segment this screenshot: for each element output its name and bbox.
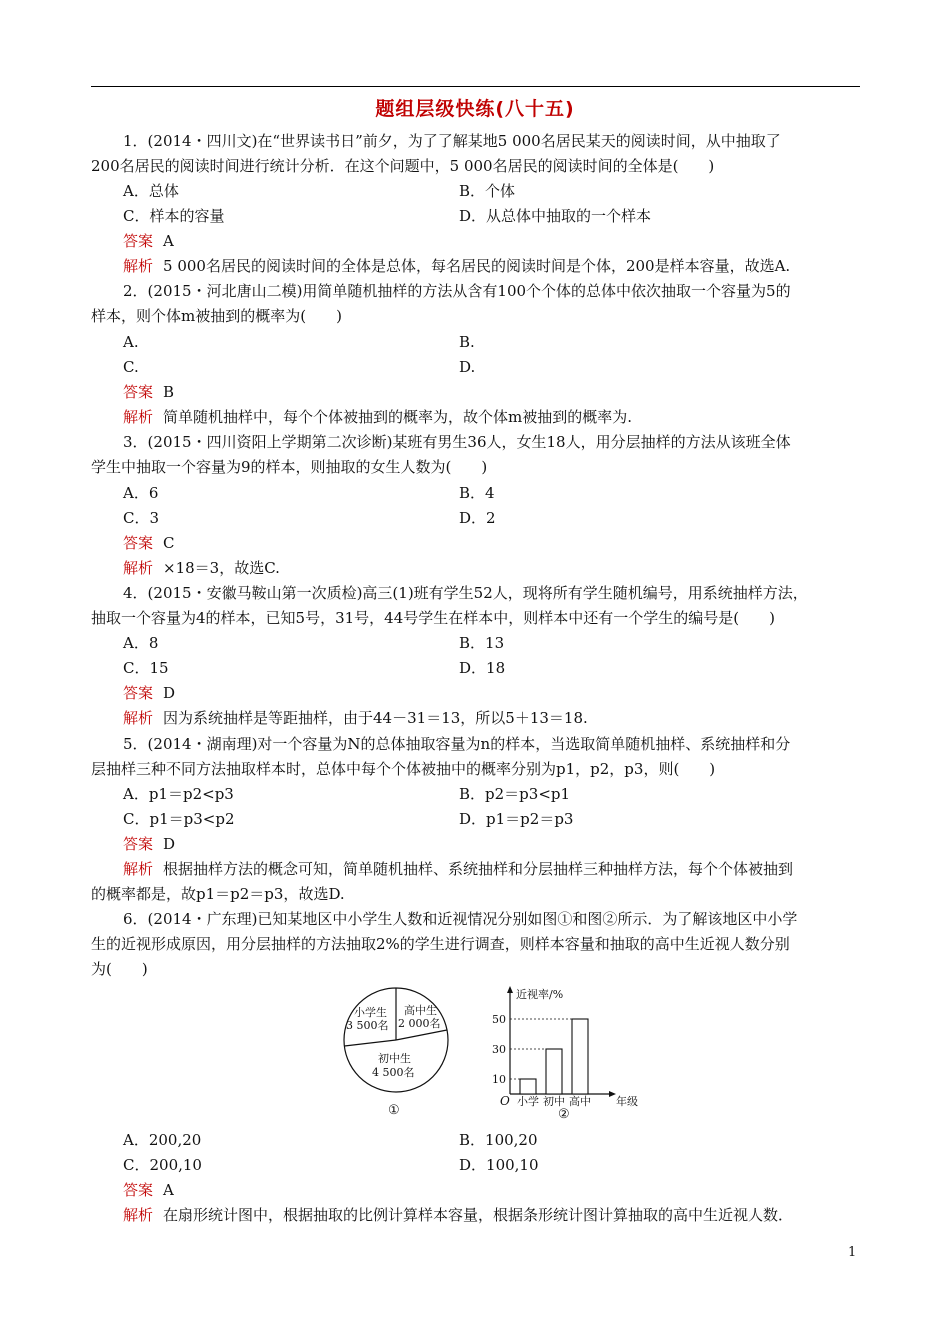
q1-option-b: B．个体 [459, 182, 516, 200]
q1-option-c: C．样本的容量 [123, 207, 225, 225]
q5-option-c: C．p1＝p3<p2 [123, 810, 235, 828]
bar-caption: ② [558, 1107, 570, 1122]
x-axis-arrow [609, 1091, 616, 1097]
q5-analysis-line2: 的概率都是，故p1＝p2＝p3，故选D. [91, 885, 345, 903]
q3-option-b: B．4 [459, 484, 495, 502]
bar-chart [492, 986, 638, 1122]
analysis-text: 5 000名居民的阅读时间的全体是总体，每名居民的阅读时间是个体，200是样本容量，故选A. [163, 257, 791, 275]
y-axis-label: 近视率/% [516, 988, 564, 1001]
q4-option-a: A．8 [123, 634, 159, 652]
q3-option-d: D．2 [459, 509, 496, 527]
answer-value: A [163, 232, 174, 250]
q3-stem-line1: 3．(2015・四川资阳上学期第二次诊断)某班有男生36人，女生18人，用分层抽样的方法从该班全体 [123, 433, 791, 451]
pie-label-senior-name: 高中生 [404, 1004, 437, 1017]
q2-answer [123, 382, 903, 402]
analysis-label: 解析 [123, 709, 154, 727]
q4-analysis [123, 708, 903, 728]
q5-option-b: B．p2＝p3<p1 [459, 785, 571, 803]
analysis-text: 根据抽样方法的概念可知，简单随机抽样、系统抽样和分层抽样三种抽样方法，每个个体被抽到 [163, 860, 794, 878]
pie-caption: ① [388, 1103, 400, 1118]
q2-option-c: C. [123, 358, 139, 376]
analysis-label: 解析 [123, 257, 154, 275]
q2-option-a: A. [123, 333, 139, 351]
q1-analysis [123, 256, 903, 276]
answer-label: 答案 [123, 1181, 154, 1199]
q5-stem-line2: 层抽样三种不同方法抽取样本时，总体中每个个体被抽中的概率分别为p1，p2，p3，则( ) [91, 760, 716, 778]
q1-stem-line2: 200名居民的阅读时间进行统计分析．在这个问题中，5 000名居民的阅读时间的全体是( ) [91, 157, 715, 175]
pie-label-junior-name: 初中生 [378, 1052, 411, 1065]
q4-option-b: B．13 [459, 634, 505, 652]
bar-0 [520, 1079, 536, 1094]
pie-divider-left [345, 1040, 397, 1046]
q3-stem-line2: 学生中抽取一个容量为9的样本，则抽取的女生人数为( ) [91, 458, 488, 476]
analysis-label: 解析 [123, 1206, 154, 1224]
q3-analysis [123, 558, 903, 578]
answer-label: 答案 [123, 684, 154, 702]
pie-divider-right [396, 1030, 447, 1040]
answer-label: 答案 [123, 383, 154, 401]
q6-answer [123, 1180, 903, 1200]
q1-answer [123, 231, 903, 251]
q4-stem-line1: 4．(2015・安徽马鞍山第一次质检)高三(1)班有学生52人，现将所有学生随机编号，用系统抽样方法， [123, 584, 808, 602]
q6-figure-svg [340, 984, 660, 1124]
q6-analysis [123, 1205, 903, 1225]
pie-label-senior-count: 2 000名 [398, 1017, 441, 1030]
q4-stem-line2: 抽取一个容量为4的样本，已知5号，31号，44号学生在样本中，则样本中还有一个学生的编号是( ) [91, 609, 775, 627]
q1-stem-line1: 1．(2014・四川文)在“世界读书日”前夕，为了了解某地5 000名居民某天的阅读时间，从中抽取了 [123, 132, 781, 150]
q6-option-b: B．100,20 [459, 1131, 538, 1149]
analysis-label: 解析 [123, 408, 154, 426]
q4-option-c: C．15 [123, 659, 169, 677]
page-title: 题组层级快练(八十五) [375, 98, 575, 120]
q6-stem-line2: 生的近视形成原因，用分层抽样的方法抽取2%的学生进行调查，则样本容量和抽取的高中生近视人数分别 [91, 935, 790, 953]
pie-label-primary-name: 小学生 [354, 1006, 387, 1019]
analysis-label: 解析 [123, 860, 154, 878]
analysis-text: 在扇形统计图中，根据抽取的比例计算样本容量，根据条形统计图计算抽取的高中生近视人数． [163, 1206, 794, 1224]
answer-label: 答案 [123, 534, 154, 552]
q5-stem-line1: 5．(2014・湖南理)对一个容量为N的总体抽取容量为n的样本，当选取简单随机抽样、系统抽样和分 [123, 735, 791, 753]
answer-label: 答案 [123, 835, 154, 853]
x-tick-label: 小学 [517, 1095, 539, 1108]
answer-value: A [163, 1181, 174, 1199]
x-tick-label: 初中 [543, 1095, 565, 1108]
answer-value: D [163, 684, 176, 702]
y-axis-arrow [507, 986, 513, 993]
y-tick-label: 10 [492, 1073, 506, 1086]
q6-option-a: A．200,20 [123, 1131, 202, 1149]
analysis-label: 解析 [123, 559, 154, 577]
q5-answer [123, 834, 903, 854]
q1-option-d: D．从总体中抽取的一个样本 [459, 207, 652, 225]
x-tick-label: 高中 [569, 1095, 591, 1108]
answer-value: D [163, 835, 176, 853]
q2-option-b: B. [459, 333, 475, 351]
x-axis-label: 年级 [616, 1095, 638, 1108]
pie-label-junior-count: 4 500名 [372, 1066, 415, 1079]
q5-analysis [123, 859, 903, 879]
analysis-text: 因为系统抽样是等距抽样，由于44－31＝13，所以5＋13＝18. [163, 709, 588, 727]
pie-label-primary-count: 3 500名 [346, 1019, 389, 1032]
q5-option-d: D．p1＝p2＝p3 [459, 810, 574, 828]
q5-option-a: A．p1＝p2<p3 [123, 785, 234, 803]
q2-option-d: D. [459, 358, 476, 376]
header-rule [91, 86, 860, 87]
analysis-text: ×18＝3，故选C. [163, 559, 280, 577]
pie-chart [344, 988, 448, 1118]
q3-option-c: C．3 [123, 509, 160, 527]
q6-figure [340, 984, 660, 1128]
bar-2 [572, 1019, 588, 1094]
origin-label: O [500, 1094, 510, 1108]
q3-answer [123, 533, 903, 553]
q2-stem-line2: 样本，则个体m被抽到的概率为( ) [91, 307, 342, 325]
q1-option-a: A．总体 [123, 182, 179, 200]
q4-option-d: D．18 [459, 659, 506, 677]
y-tick-label: 30 [492, 1043, 506, 1056]
q2-analysis [123, 407, 903, 427]
q4-answer [123, 683, 903, 703]
q3-option-a: A．6 [123, 484, 159, 502]
answer-value: B [163, 383, 175, 401]
q6-option-c: C．200,10 [123, 1156, 202, 1174]
q6-option-d: D．100,10 [459, 1156, 539, 1174]
answer-label: 答案 [123, 232, 154, 250]
q6-stem-line3: 为( ) [91, 960, 148, 978]
answer-value: C [163, 534, 175, 552]
q2-stem-line1: 2．(2015・河北唐山二模)用简单随机抽样的方法从含有100个个体的总体中依次抽取一个容量为5的 [123, 282, 791, 300]
page-number: 1 [848, 1245, 857, 1260]
analysis-text: 简单随机抽样中，每个个体被抽到的概率为，故个体m被抽到的概率为. [163, 408, 633, 426]
y-tick-label: 50 [492, 1013, 506, 1026]
q6-stem-line1: 6．(2014・广东理)已知某地区中小学生人数和近视情况分别如图①和图②所示．为了解该地区中小学 [123, 910, 798, 928]
bar-1 [546, 1049, 562, 1094]
